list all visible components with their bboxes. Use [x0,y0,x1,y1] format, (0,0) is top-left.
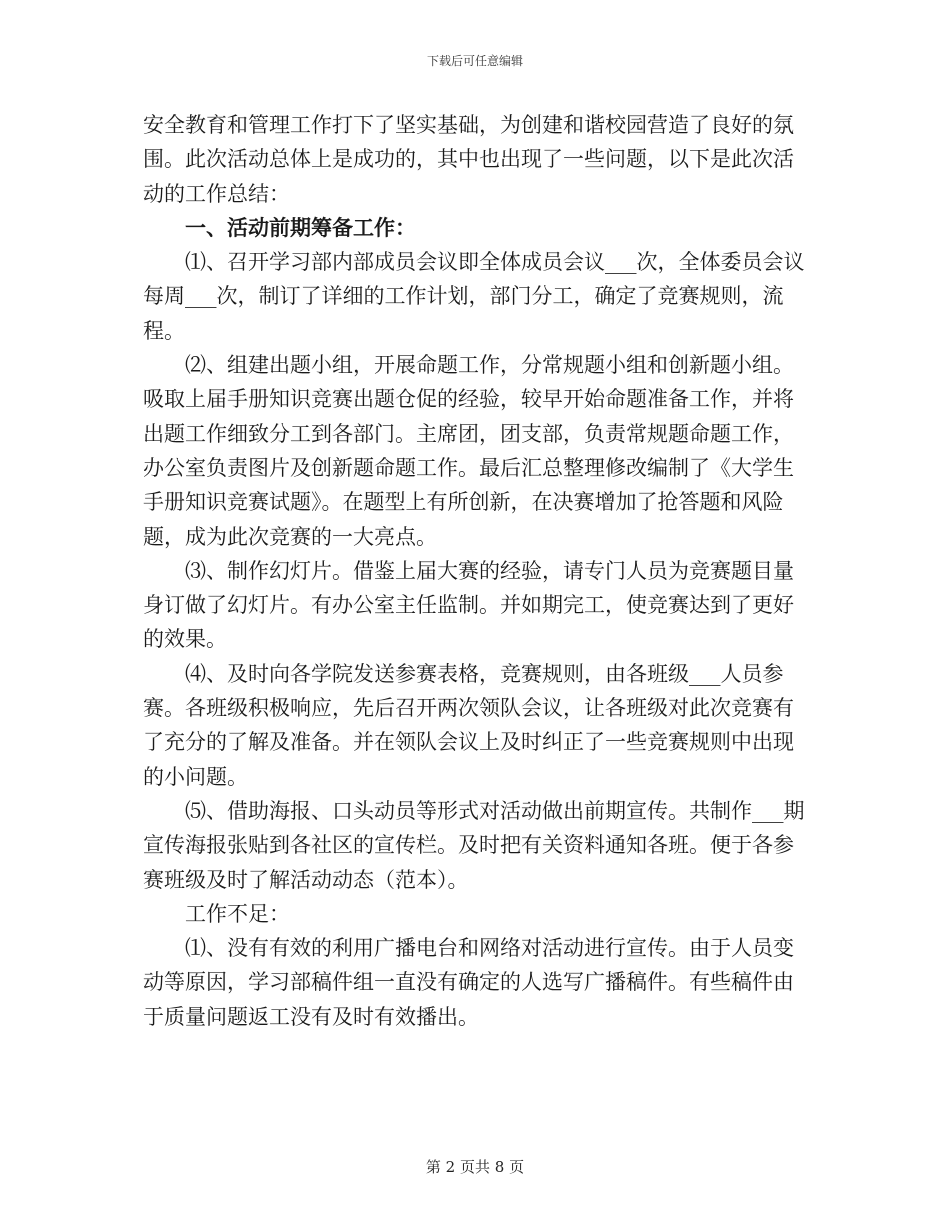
list-item: ⑵、组建出题小组，开展命题工作，分常规题小组和创新题小组。吸取上届手册知识竞赛出题仓促的经验，较早开始命题准备工作，并将出题工作细致分工到各部门。主席团，团支部，负责常规题命题工作，办公室负责图片及创新题命题工作。最后汇总整理修改编制了《大学生手册知识竞赛试题》。在题型上有所创新，在决赛增加了抢答题和风险题，成为此次竞赛的一大亮点。 [143,353,794,549]
page-header: 下载后可任意编辑 [426,54,523,68]
list-item: ⑸、借助海报、口头动员等形式对活动做出前期宣传。共制作___期宣传海报张贴到各社区的宣传栏。及时把有关资料通知各班。便于各参赛班级及时了解活动动态（范本）。 [143,798,805,892]
subsection-heading: 工作不足： [185,901,290,926]
document-body [143,108,805,1034]
list-item: ⑷、及时向各学院发送参赛表格，竞赛规则，由各班级___人员参赛。各班级积极响应，先后召开两次领队会议，让各班级对此次竞赛有了充分的了解及准备。并在领队会议上及时纠正了一些竞赛规则中出现的小问题。 [143,661,794,789]
list-item: ⑴、没有有效的利用广播电台和网络对活动进行宣传。由于人员变动等原因，学习部稿件组一直没有确定的人选写广播稿件。有些稿件由于质量问题返工没有及时有效播出。 [143,936,794,1029]
section-heading: 一、活动前期筹备工作： [185,214,416,240]
intro-paragraph: 安全教育和管理工作打下了坚实基础，为创建和谐校园营造了良好的氛围。此次活动总体上是成功的，其中也出现了一些问题，以下是此次活动的工作总结： [143,113,794,206]
page-footer: 第 2 页共 8 页 [425,1158,525,1176]
list-item: ⑴、召开学习部内部成员会议即全体成员会议___次，全体委员会议每周___次，制订了详细的工作计划，部门分工，确定了竞赛规则，流程。 [143,250,805,343]
list-item: ⑶、制作幻灯片。借鉴上届大赛的经验，请专门人员为竞赛题目量身订做了幻灯片。有办公室主任监制。并如期完工，使竞赛达到了更好的效果。 [143,558,794,652]
